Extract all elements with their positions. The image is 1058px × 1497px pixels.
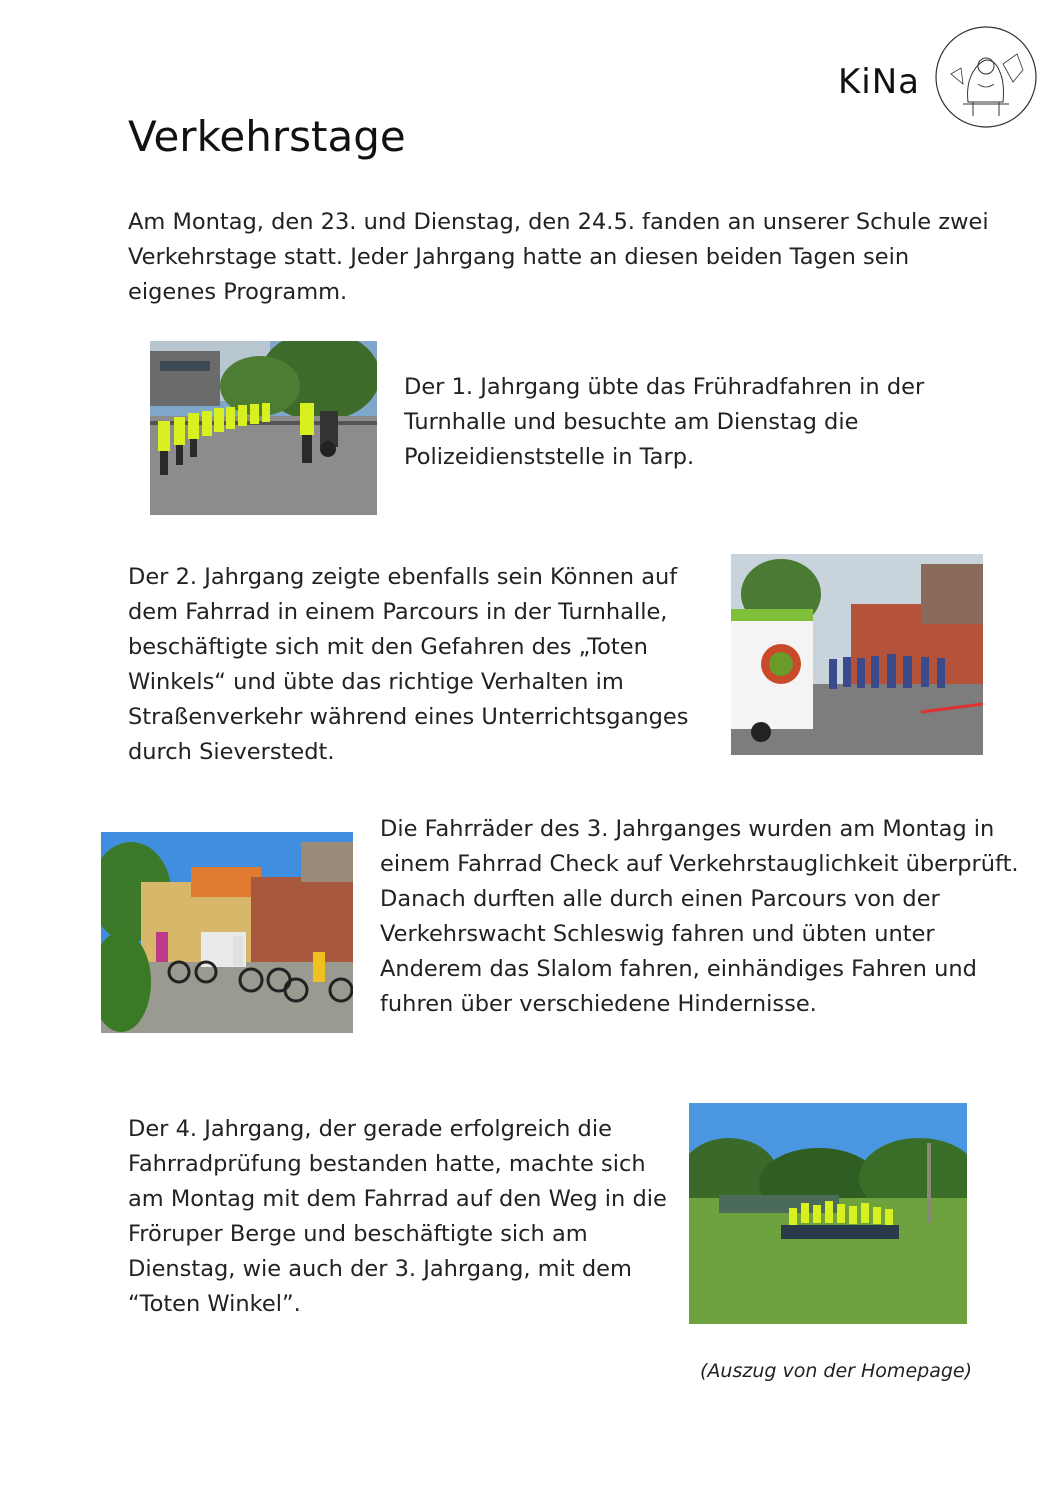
kina-logo-icon [933,24,1039,130]
photo-police-motorcycle [150,341,377,515]
photo-froruper-berge [689,1103,967,1324]
photo-van-toter-winkel [731,554,983,755]
photo-fahrrad-check [101,832,353,1033]
section-1-paragraph: Der 1. Jahrgang übte das Frühradfahren in der Turnhalle und besuchte am Dienstag die Polizeidienststelle in Tarp. [404,374,925,470]
page-title: Verkehrstage [128,112,406,161]
source-credit: (Auszug von der Homepage) [700,1360,972,1382]
section-4-paragraph: Der 4. Jahrgang, der gerade erfolgreich die Fahrradprüfung bestanden hatte, machte sich am Montag mit dem Fahrrad auf den Weg in die Fröruper Berge und beschäftigte sich am Dienstag, wie auch der 3. Jahrgang, mit dem “Toten Winkel”. [128,1116,667,1317]
brand-name: KiNa [838,62,921,102]
section-2-paragraph: Der 2. Jahrgang zeigte ebenfalls sein Können auf dem Fahrrad in einem Parcours in der Turnhalle, beschäftigte sich mit den Gefahren des „Toten Winkels“ und übte das richtige Verhalten im Straßenverkehr während eines Unterrichtsganges durch Sieverstedt. [128,564,689,765]
section-3-paragraph: Die Fahrräder des 3. Jahrganges wurden am Montag in einem Fahrrad Check auf Verkehrstauglichkeit überprüft. Danach durften alle durch einen Parcours von der Verkehrswacht Schleswig fahren und übten unter Anderem das Slalom fahren, einhändiges Fahren und fuhren über verschiedene Hindernisse. [380,816,1019,1017]
intro-paragraph: Am Montag, den 23. und Dienstag, den 24.5. fanden an unserer Schule zwei Verkehrstage statt. Jeder Jahrgang hatte an diesen beiden Tagen sein eigenes Programm. [128,209,989,305]
